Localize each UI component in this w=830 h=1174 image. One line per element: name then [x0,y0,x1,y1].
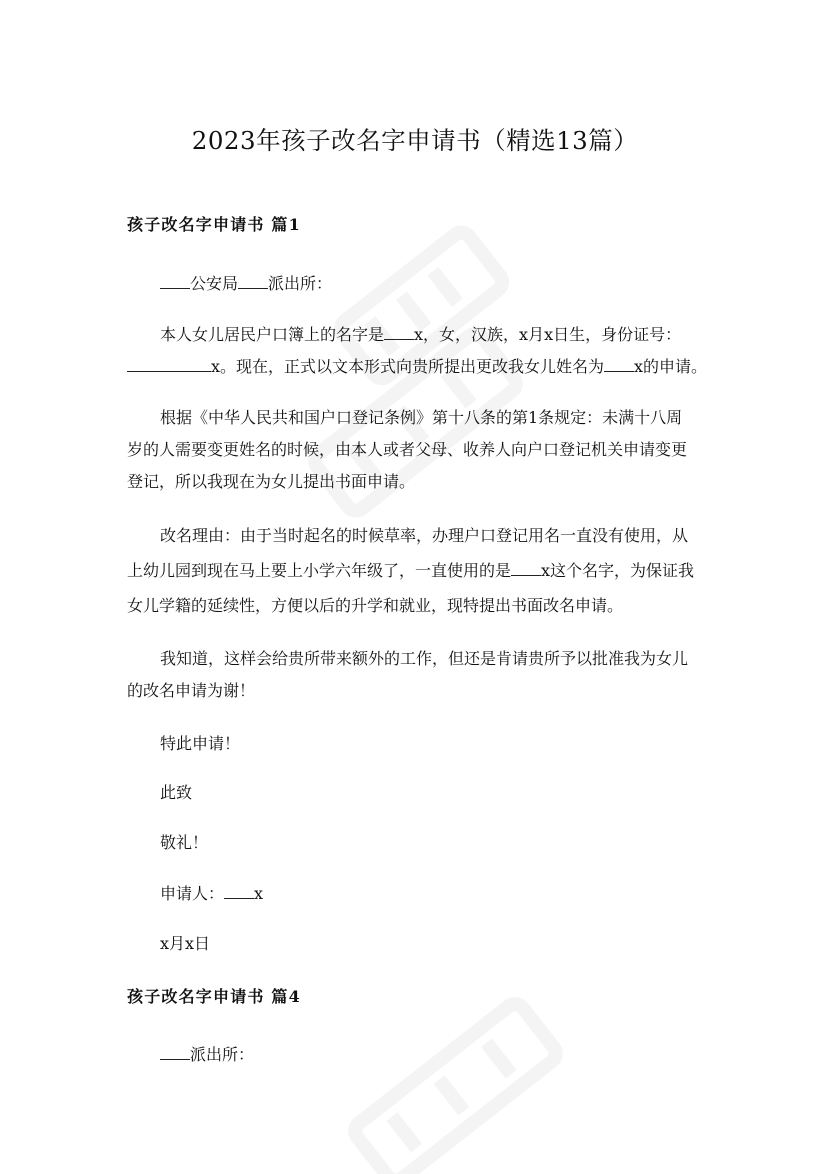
closing-salute: 敬礼！ [160,833,209,852]
paragraph-4-line-1: 我知道，这样会给贵所带来额外的工作，但还是肯请贵所予以批准我为女儿 [160,649,689,668]
signature-value: x [254,884,264,903]
addressee-part1: 公安局 [190,274,239,293]
text-span: x，女，汉族，x月x日生，身份证号： [414,325,682,344]
closing-special-request: 特此申请！ [160,734,241,753]
blank-field [160,274,190,289]
section-heading-4: 孩子改名字申请书 篇4 [127,987,301,1006]
blank-field [127,357,211,372]
text-span: x的申请。 [634,357,708,376]
addressee-text: 派出所： [190,1045,255,1064]
paragraph-2-line-1: 根据《中华人民共和国户口登记条例》第十八条的第1条规定：未满十八周 [160,408,683,427]
blank-field [384,325,414,340]
addressee-line [160,274,760,294]
paragraph-2-line-2: 岁的人需要变更姓名的时候，由本人或者父母、收养人向户口登记机关申请变更 [127,440,688,459]
text-span: 本人女儿居民户口簿上的名字是 [160,325,385,344]
addressee-line-4 [160,1045,760,1065]
paragraph-1-line-1 [160,325,760,345]
date-line: x月x日 [160,934,211,953]
text-span: x。现在，正式以文本形式向贵所提出更改我女儿姓名为 [211,357,605,376]
blank-field [224,884,254,899]
paragraph-3-line-1: 改名理由：由于当时起名的时候草率，办理户口登记用名一直没有使用，从 [160,526,689,545]
addressee-part2: 派出所： [268,274,333,293]
paragraph-3-line-2 [127,561,727,581]
signature-line [160,884,760,904]
text-span: 上幼儿园到现在马上要上小学六年级了，一直使用的是 [127,561,512,580]
paragraph-1-line-2 [127,357,727,377]
closing-to: 此致 [160,783,193,802]
document-title: 2023年孩子改名字申请书（精选13篇） [191,126,639,155]
section-heading-1: 孩子改名字申请书 篇1 [127,215,301,234]
signature-label: 申请人： [160,884,225,903]
blank-field [160,1045,190,1060]
paragraph-4-line-2: 的改名申请为谢！ [127,681,256,700]
blank-field [238,274,268,289]
paragraph-3-line-3: 女儿学籍的延续性，方便以后的升学和就业，现特提出书面改名申请。 [127,596,624,615]
blank-field [511,561,541,576]
text-span: x这个名字，为保证我 [541,561,695,580]
blank-field [604,357,634,372]
paragraph-2-line-3: 登记，所以我现在为女儿提出书面申请。 [127,472,416,491]
